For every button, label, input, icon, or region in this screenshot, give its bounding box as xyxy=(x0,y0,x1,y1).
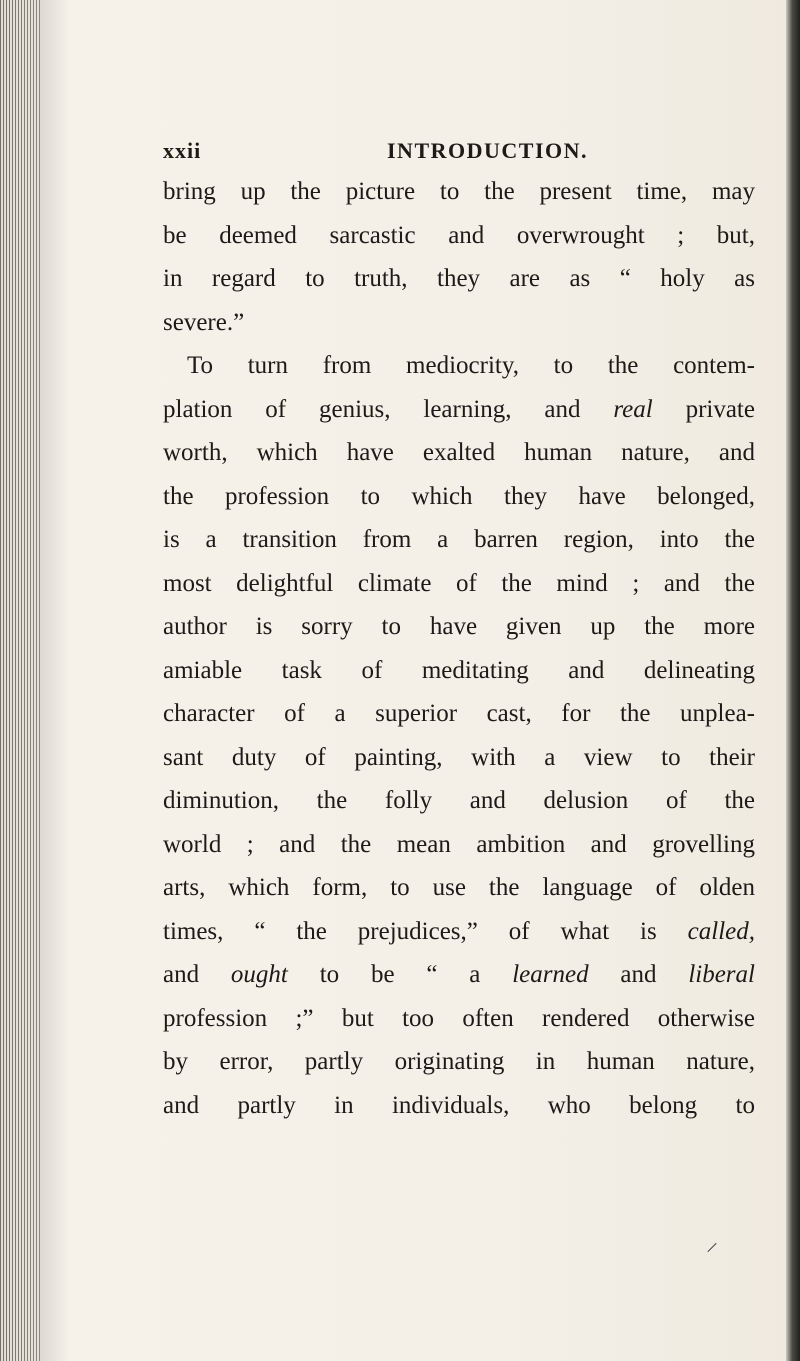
text-line: world ; and the mean ambition and grovelling xyxy=(163,830,755,858)
text-line: be deemed sarcastic and overwrought ; but, xyxy=(163,221,755,249)
text-line: arts, which form, to use the language of olden xyxy=(163,874,755,901)
italic-word: real xyxy=(613,395,653,423)
text-line: and partly in individuals, who belong to xyxy=(163,1091,755,1119)
italic-word: called, xyxy=(687,917,755,945)
text-line: profession ;” but too often rendered otherwise xyxy=(163,1004,755,1032)
gutter-shadow xyxy=(40,0,70,1361)
text-segment: to be “ a xyxy=(287,961,513,988)
left-binding-edge xyxy=(0,0,40,1361)
italic-word: ought xyxy=(230,961,288,988)
text-line: severe.” xyxy=(163,308,245,336)
text-line: most delightful climate of the mind ; and the xyxy=(163,569,755,597)
text-line: by error, partly originating in human nature, xyxy=(163,1048,755,1075)
body-text xyxy=(163,170,755,1127)
text-line: bring up the picture to the present time, may xyxy=(163,178,755,205)
text-line: character of a superior cast, for the unplea- xyxy=(163,700,755,727)
text-line: sant duty of painting, with a view to their xyxy=(163,743,755,771)
text-segment: private xyxy=(652,395,755,423)
text-line: in regard to truth, they are as “ holy as xyxy=(163,265,755,292)
text-line: is a transition from a barren region, into the xyxy=(163,526,755,553)
italic-word: liberal xyxy=(688,961,755,988)
italic-word: learned xyxy=(512,961,589,988)
text-segment: times, “ the prejudices,” of what is xyxy=(163,917,688,945)
text-line xyxy=(163,388,755,432)
text-line: worth, which have exalted human nature, and xyxy=(163,439,755,466)
text-line: amiable task of meditating and delineating xyxy=(163,656,755,684)
text-line: author is sorry to have given up the more xyxy=(163,613,755,640)
right-page-edge xyxy=(786,0,800,1361)
text-line xyxy=(163,953,755,997)
page-number: xxii xyxy=(163,138,202,163)
stray-pencil-mark xyxy=(707,1243,716,1252)
running-head: INTRODUCTION. xyxy=(387,138,589,163)
page-header xyxy=(163,138,683,170)
text-segment: plation of genius, learning, and xyxy=(163,395,614,423)
text-line xyxy=(163,910,755,954)
text-line: To turn from mediocrity, to the contem- xyxy=(187,352,755,379)
text-line: the profession to which they have belonged, xyxy=(163,482,755,510)
text-line: diminution, the folly and delusion of the xyxy=(163,787,755,814)
text-segment: and xyxy=(163,961,231,988)
text-segment: and xyxy=(588,961,689,988)
